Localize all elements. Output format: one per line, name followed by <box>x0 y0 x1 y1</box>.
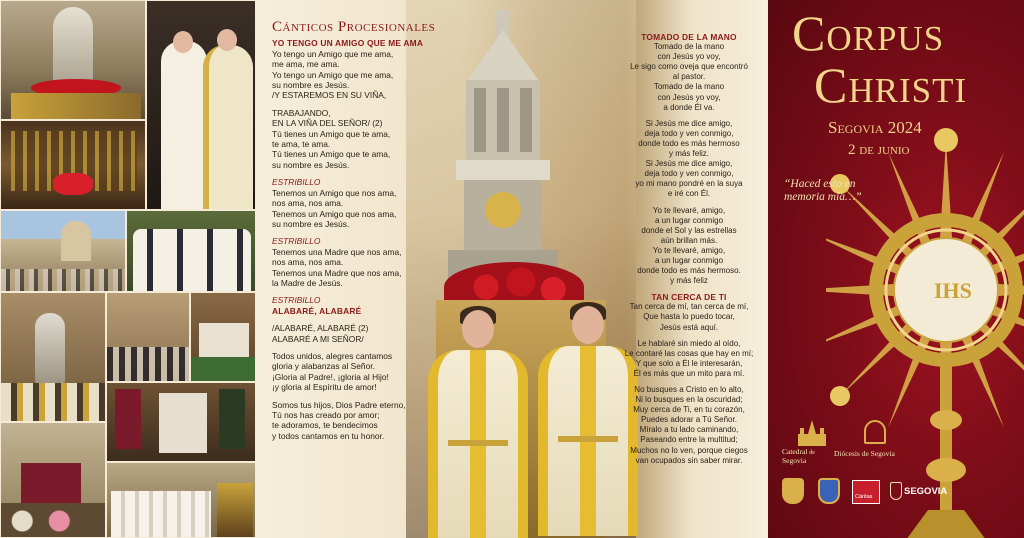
song3-stanza-1 <box>624 42 754 113</box>
song4-stanza-1 <box>624 302 754 332</box>
lyric-line: /ALABARÉ, ALABARÉ (2) <box>272 323 369 334</box>
song1-stanza-2 <box>272 108 462 170</box>
lyric-line: y más feliz <box>670 276 708 286</box>
lyrics-panel <box>256 0 768 538</box>
photo-banners <box>106 382 256 462</box>
segovia-crest-icon <box>890 482 902 500</box>
song1-stanza-1 <box>272 49 462 101</box>
chorus-label: ESTRIBILLO <box>272 236 321 247</box>
lyric-line: Le contaré las cosas que hay en mí; <box>624 348 754 358</box>
song3-stanza-2 <box>624 119 754 200</box>
lyric-line: yo mi mano pondré en la suya <box>635 179 743 189</box>
logo-catedral-label: Catedral de Segovia <box>782 447 815 465</box>
caritas-label: Cáritas <box>855 494 873 500</box>
lyric-line: Tomado de la mano <box>653 82 725 92</box>
lyric-line: /Y ESTAREMOS EN SU VIÑA, <box>272 90 387 101</box>
event-date: 2 de junio <box>848 142 910 158</box>
quote-text: “Haced esto en memoria mía…” <box>784 178 862 203</box>
lyric-line: Muchos no lo ven, porque ciegos <box>630 445 748 455</box>
lyric-line: con Jesús yo voy, <box>657 92 721 102</box>
lyric-line: Tomado de la mano <box>653 42 725 52</box>
lyric-line: e iré con Él. <box>667 189 711 199</box>
photo-street-procession <box>0 292 106 422</box>
lyric-line: Que hasta lo puedo tocar, <box>643 312 735 322</box>
section-title: Cánticos Procesionales <box>272 19 436 35</box>
song1-chorus-2 <box>272 236 462 288</box>
lyric-line: a donde Él va. <box>663 102 715 112</box>
lyric-line: Yo te llevaré, amigo, <box>652 205 726 215</box>
lyric-line: Si Jesús me dice amigo, <box>645 159 733 169</box>
lyric-line: Tú tienes un Amigo que te ama, <box>272 128 391 139</box>
lyric-line: donde todo es más hermoso <box>638 138 740 148</box>
acolyte-right <box>538 306 638 536</box>
cathedral-logo-icon <box>794 420 830 446</box>
lyric-line: ¡y gloria al Espíritu de amor! <box>272 382 377 393</box>
song-title-alabare: ALABARÉ, ALABARÉ <box>272 305 362 316</box>
cover-panel <box>768 0 1024 538</box>
photo-children-group <box>106 462 256 538</box>
lyric-line: Yo tengo un Amigo que me ama, <box>272 69 394 80</box>
chorus-label: ESTRIBILLO <box>272 177 321 188</box>
lyric-line: y más feliz. <box>668 149 709 159</box>
photo-collage <box>0 0 256 538</box>
lyric-line: su nombre es Jesús. <box>272 159 350 170</box>
lyric-line: TRABAJANDO, <box>272 107 331 118</box>
crest-1-icon <box>782 478 804 504</box>
lyric-line: aún brillan más. <box>660 235 718 245</box>
lyric-line: deja todo y ven conmigo, <box>644 128 734 138</box>
lyric-line: su nombre es Jesús. <box>272 80 350 91</box>
lyric-line: Tan cerca de mí, tan cerca de mí, <box>629 302 749 312</box>
lyric-line: van ocupados sin saber mirar. <box>635 455 743 465</box>
lyric-line: Somos tus hijos, Dios Padre eterno, <box>272 399 406 410</box>
crest-2-icon <box>818 478 840 504</box>
lyric-line: la Madre de Jesús. <box>272 277 343 288</box>
lyric-line: donde el Sol y las estrellas <box>641 225 737 235</box>
lyric-line: a un lugar conmigo <box>654 215 724 225</box>
lyric-line: nos ama, nos ama. <box>272 257 344 268</box>
logo-diocesis-label: Diócesis de Segovia <box>834 449 895 458</box>
lyric-line: ALABARÉ A MI SEÑOR/ <box>272 333 364 344</box>
lyric-line: me ama, me ama. <box>272 59 340 70</box>
lyric-line: al pastor. <box>672 72 706 82</box>
song4-stanza-3 <box>624 385 754 466</box>
lyric-line: deja todo y ven conmigo, <box>644 169 734 179</box>
title-christi: Christi <box>814 57 968 113</box>
lyric-line: Yo tengo un Amigo que me ama, <box>272 48 394 59</box>
photo-priests <box>146 0 256 210</box>
song-title-tan-cerca: TAN CERCA DE TI <box>651 292 727 303</box>
lyric-line: EN LA VIÑA DEL SEÑOR/ (2) <box>272 118 383 129</box>
sponsor-logos <box>776 420 948 530</box>
photo-monstrance-street <box>0 0 146 120</box>
lyric-line: y todos cantamos en tu honor. <box>272 430 385 441</box>
photo-plaza <box>0 210 126 292</box>
lyric-line: Si Jesús me dice amigo, <box>645 118 733 128</box>
lyric-line: Todos unidos, alegres cantamos <box>272 350 393 361</box>
lyric-line: su nombre es Jesús. <box>272 218 350 229</box>
lyric-line: Tenemos un Amigo que nos ama, <box>272 208 397 219</box>
lyric-line: Tú tienes un Amigo que te ama, <box>272 149 391 160</box>
lyric-line: Puedes adorar a Tú Señor. <box>641 415 737 425</box>
lyric-line: Tenemos una Madre que nos ama, <box>272 246 402 257</box>
diocese-logo-icon <box>864 420 886 444</box>
title-corpus: Corpus <box>792 5 945 61</box>
host-monogram: IHS <box>934 278 972 303</box>
lyrics-column-left <box>272 19 462 448</box>
song2-alabare <box>272 295 462 316</box>
lyric-line: Jesús está aquí. <box>659 322 719 332</box>
lyric-line: ¡Gloria al Padre!, ¡gloria al Hijo! <box>272 371 389 382</box>
lyric-line: Míralo a tu lado caminando, <box>639 425 739 435</box>
photo-square <box>106 292 190 382</box>
lyric-line: Muy cerca de Ti, en tu corazón, <box>633 405 745 415</box>
song2-stanza-2 <box>272 400 462 442</box>
lyric-line: Le sigo como oveja que encontró <box>630 62 748 72</box>
lyric-line: donde todo es más hermoso. <box>637 266 741 276</box>
lyric-line: Y que solo a Él le interesarán, <box>635 358 743 368</box>
lyrics-column-right <box>624 32 754 472</box>
photo-altar-green <box>190 292 256 382</box>
song-title-tomado: TOMADO DE LA MANO <box>641 32 737 42</box>
photo-crowd-street <box>0 422 106 538</box>
lyric-line: Paseando entre la multitud; <box>640 435 738 445</box>
photo-children <box>126 210 256 292</box>
lyric-line: Le hablaré sin miedo al oído, <box>637 338 741 348</box>
song4-stanza-2 <box>624 339 754 379</box>
lyric-line: con Jesús yo voy, <box>657 52 721 62</box>
lyric-line: Yo te llevaré, amigo, <box>652 245 726 255</box>
event-city-year: Segovia 2024 <box>828 118 922 137</box>
lyric-line: gloria y alabanzas al Señor. <box>272 361 375 372</box>
caritas-logo <box>852 480 880 504</box>
lyric-line: Tenemos una Madre que nos ama, <box>272 267 402 278</box>
lyric-line: No busques a Cristo en lo alto, <box>634 385 744 394</box>
song2-stanza-1 <box>272 351 462 393</box>
lyric-line: Tenemos un Amigo que nos ama, <box>272 187 397 198</box>
lyric-line: Él es más que un mito para mí. <box>633 368 745 378</box>
song-title-yo-tengo: YO TENGO UN AMIGO QUE ME AMA <box>272 38 424 49</box>
lyric-line: nos ama, nos ama. <box>272 198 344 209</box>
lyric-line: te adoramos, te bendecimos <box>272 420 378 431</box>
lyric-line: Tú nos has creado por amor; <box>272 410 380 420</box>
lyric-line: Ni lo busques en la oscuridad; <box>635 395 743 405</box>
song2-refrain <box>272 323 462 344</box>
song3-stanza-3 <box>624 206 754 287</box>
song1-chorus-1 <box>272 177 462 229</box>
segovia-logo-label: SEGOVIA <box>904 486 948 497</box>
lyric-line: a un lugar conmigo <box>654 255 724 265</box>
chorus-label: ESTRIBILLO <box>272 295 321 306</box>
lyric-line: te ama, te ama. <box>272 139 331 150</box>
photo-cathedral-altar <box>0 120 146 210</box>
